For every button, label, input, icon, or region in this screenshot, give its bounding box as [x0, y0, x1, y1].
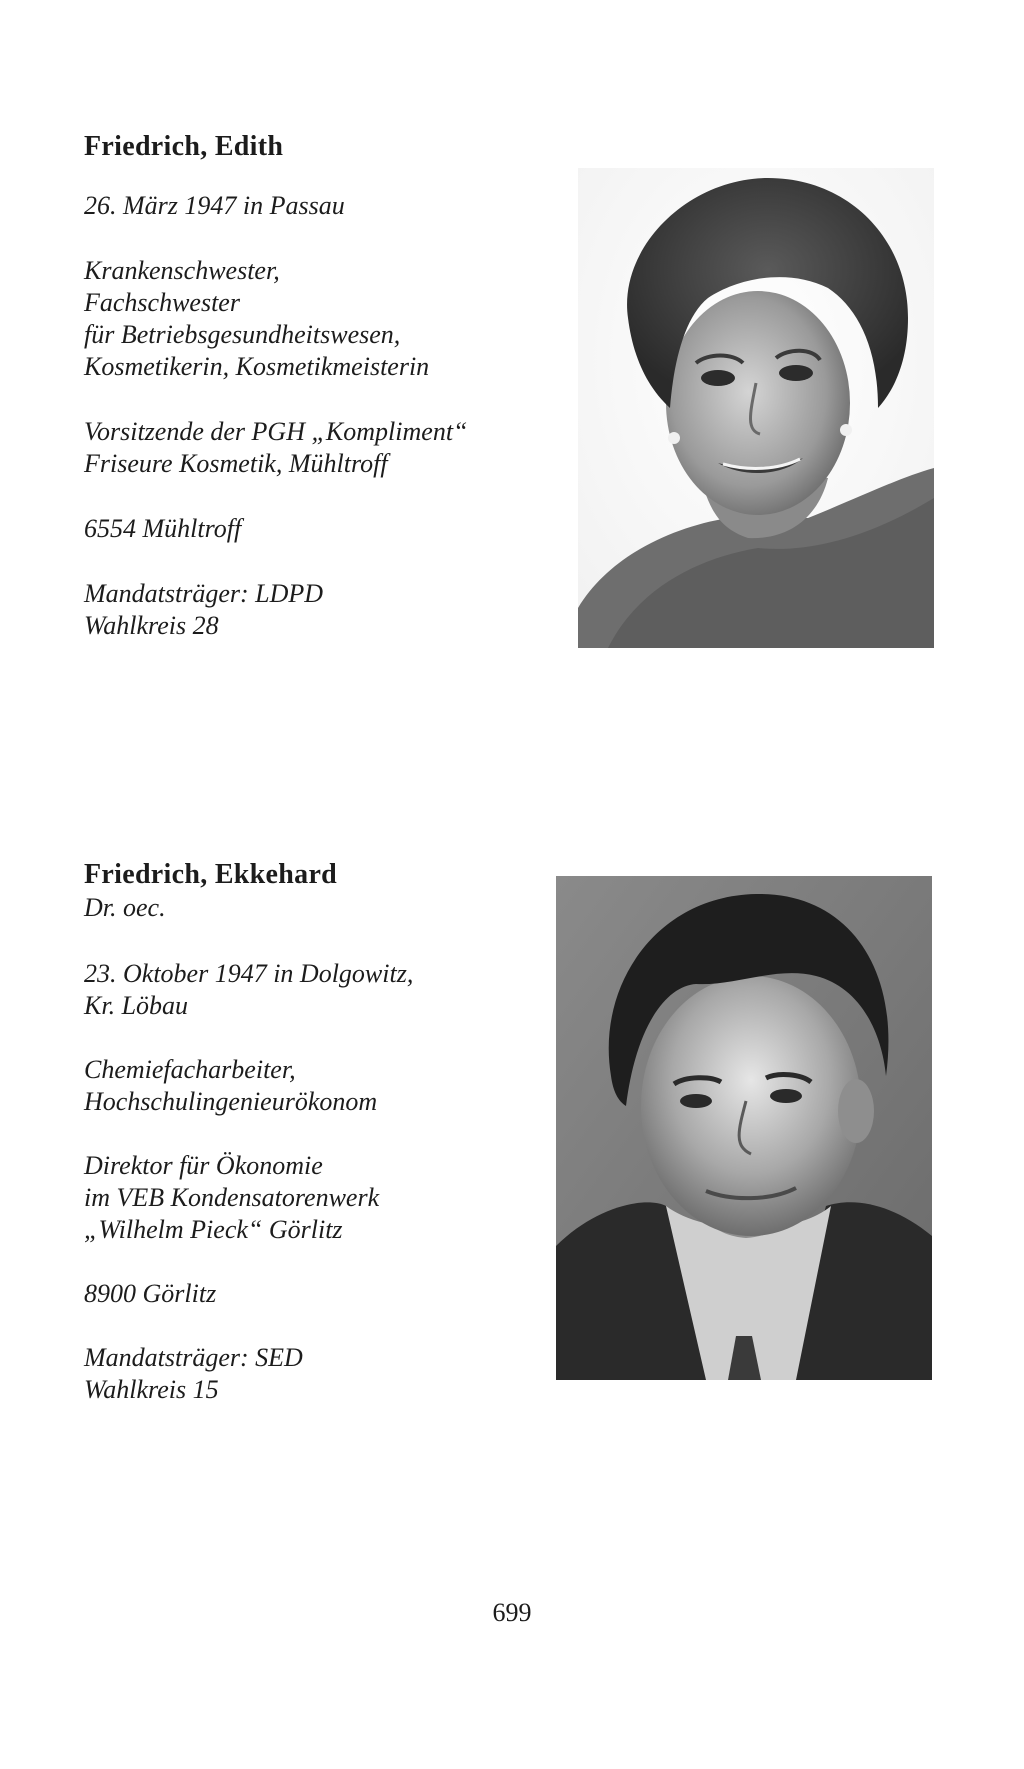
- position-line: Direktor für Ökonomie: [84, 1151, 323, 1180]
- portrait-woman-icon: [578, 168, 934, 648]
- portrait-photo-ekkehard: [556, 876, 932, 1380]
- entry-name: Friedrich, Edith: [84, 131, 284, 162]
- biography-entry-ekkehard: [84, 858, 544, 1406]
- entry-name: Friedrich, Ekkehard: [84, 859, 338, 890]
- address-info: 6554 Mühltroff: [84, 514, 242, 543]
- birth-line: Kr. Löbau: [84, 991, 189, 1020]
- position-info: [84, 416, 544, 480]
- mandate-info: [84, 1342, 544, 1406]
- profession-info: [84, 1054, 544, 1118]
- electoral-district: Wahlkreis 15: [84, 1375, 219, 1404]
- birth-info: [84, 958, 544, 1022]
- profession-line: Chemiefacharbeiter,: [84, 1055, 296, 1084]
- profession-line: Kosmetikerin, Kosmetikmeisterin: [84, 352, 430, 381]
- profession-info: [84, 255, 544, 383]
- portrait-photo-edith: [578, 168, 934, 648]
- position-info: [84, 1150, 544, 1246]
- biography-entry-edith: [84, 130, 544, 642]
- birth-info: 26. März 1947 in Passau: [84, 191, 345, 220]
- position-line: Vorsitzende der PGH „Kompliment“: [84, 417, 468, 446]
- electoral-district: Wahlkreis 28: [84, 611, 219, 640]
- profession-line: Hochschulingenieurökonom: [84, 1087, 378, 1116]
- profession-line: für Betriebsgesundheitswesen,: [84, 320, 401, 349]
- profession-line: Fachschwester: [84, 288, 240, 317]
- academic-title: Dr. oec.: [84, 893, 166, 922]
- mandate-info: [84, 578, 544, 642]
- birth-line: 23. Oktober 1947 in Dolgowitz,: [84, 959, 414, 988]
- position-line: „Wilhelm Pieck“ Görlitz: [84, 1215, 343, 1244]
- page-number: 699: [492, 1598, 532, 1627]
- position-line: Friseure Kosmetik, Mühltroff: [84, 449, 388, 478]
- address-info: 8900 Görlitz: [84, 1279, 217, 1308]
- mandate-party: Mandatsträger: SED: [84, 1343, 303, 1372]
- position-line: im VEB Kondensatorenwerk: [84, 1183, 380, 1212]
- portrait-man-icon: [556, 876, 932, 1380]
- profession-line: Krankenschwester,: [84, 256, 280, 285]
- mandate-party: Mandatsträger: LDPD: [84, 579, 324, 608]
